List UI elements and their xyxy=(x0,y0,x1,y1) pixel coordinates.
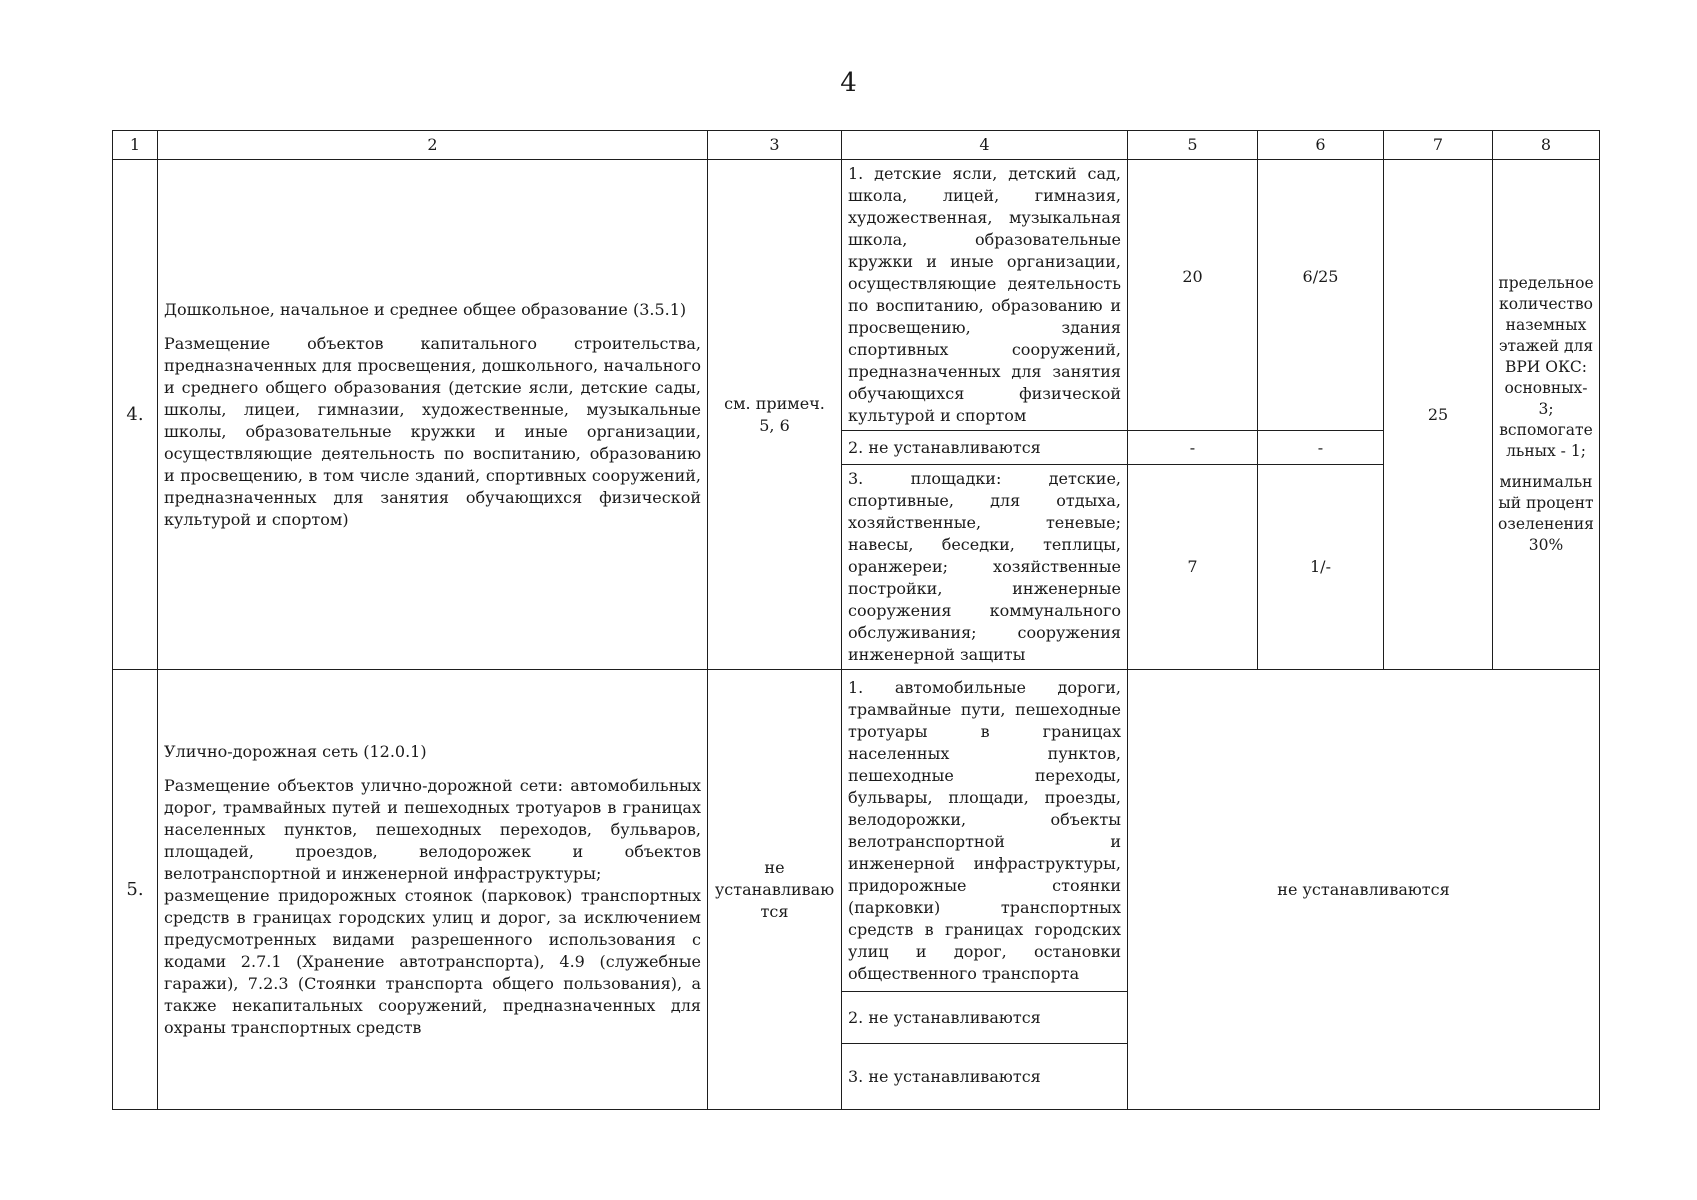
header-cell: 6 xyxy=(1258,131,1384,160)
limits-cell xyxy=(1493,160,1600,670)
value-cell: - xyxy=(1258,431,1384,465)
note-cell: не устанавливаются xyxy=(708,670,842,1110)
greening-limit: минимальный процент озеленения 30% xyxy=(1498,473,1594,554)
object-type-cell: 3. площадки: детские, спортивные, для отдыха, хозяйственные, теневые; навесы, беседки, теплицы, оранжереи; хозяйственные постройки, инженерные сооружения коммунального обслуживания; сооружения инженерной защиты xyxy=(842,465,1128,670)
use-description: Размещение объектов капитального строительства, предназначенных для просвещения, дошкольного, начального и среднего общего образования (детские ясли, детские сады, школы, лицеи, гимназии, художественные, музыкальные школы, образовательные кружки и иные организации, осуществляющие деятельность по воспитанию, образованию и просвещению, в том числе зданий, спортивных сооружений, предназначенных для занятия обучающихся физической культурой и спортом) xyxy=(164,333,701,529)
value-cell: - xyxy=(1128,431,1258,465)
object-type-cell: 1. детские ясли, детский сад, школа, лицей, гимназия, художественная, музыкальная школа, образовательные кружки и иные организации, осуществляющие деятельность по воспитанию, образованию и просвещению, здания спортивных сооружений, предназначенных для занятия обучающихся физической культурой и спортом xyxy=(842,160,1128,431)
value-cell: 7 xyxy=(1128,465,1258,670)
header-cell: 5 xyxy=(1128,131,1258,160)
use-description: Размещение объектов улично-дорожной сети: автомобильных дорог, трамвайных путей и пешеходных тротуаров в границах населенных пунктов, пешеходных переходов, бульваров, площадей, проездов, велодорожек и объектов велотранспортной и инженерной инфраструктуры; xyxy=(164,775,701,883)
object-type-cell: 2. не устанавливаются xyxy=(842,431,1128,465)
use-description: размещение придорожных стоянок (парковок) транспортных средств в границах городских улиц и дорог, за исключением предусмотренных видами разрешенного использования с кодами 2.7.1 (Хранение автотранспорта), 4.9 (служебные гаражи), 7.2.3 (Стоянки транспорта общего пользования), а также некапитальных сооружений, предназначенных для охраны транспортных средств xyxy=(164,885,701,1037)
object-type-cell: 2. не устанавливаются xyxy=(842,992,1128,1044)
value-cell: 20 xyxy=(1128,160,1258,431)
table-row xyxy=(113,670,1600,992)
regulations-table xyxy=(112,130,1600,1110)
header-cell: 1 xyxy=(113,131,158,160)
object-type-cell: 3. не устанавливаются xyxy=(842,1044,1128,1110)
use-description-cell xyxy=(158,670,708,1110)
row-number: 5. xyxy=(113,670,158,1110)
header-cell: 3 xyxy=(708,131,842,160)
table-row xyxy=(113,160,1600,431)
header-cell: 8 xyxy=(1493,131,1600,160)
note-cell: см. примеч. 5, 6 xyxy=(708,160,842,670)
page-number: 4 xyxy=(840,68,857,98)
use-title: Дошкольное, начальное и среднее общее образование (3.5.1) xyxy=(164,299,687,319)
use-title: Улично-дорожная сеть (12.0.1) xyxy=(164,741,427,761)
floors-limit: предельное количество наземных этажей для ВРИ ОКС: основных- 3; вспомогательных - 1; xyxy=(1498,274,1594,460)
value-cell: 1/- xyxy=(1258,465,1384,670)
value-cell: 6/25 xyxy=(1258,160,1384,431)
row-number: 4. xyxy=(113,160,158,670)
header-cell: 4 xyxy=(842,131,1128,160)
header-cell: 7 xyxy=(1384,131,1493,160)
header-cell: 2 xyxy=(158,131,708,160)
header-row xyxy=(113,131,1600,160)
value-cell: 25 xyxy=(1384,160,1493,670)
object-type-cell: 1. автомобильные дороги, трамвайные пути, пешеходные тротуары в границах населенных пунктов, пешеходные переходы, бульвары, площади, проезды, велодорожки, объекты велотранспортной и инженерной инфраструктуры, придорожные стоянки (парковки) транспортных средств в границах городских улиц и дорог, остановки общественного транспорта xyxy=(842,670,1128,992)
use-description-cell xyxy=(158,160,708,670)
merged-value-cell: не устанавливаются xyxy=(1128,670,1600,1110)
